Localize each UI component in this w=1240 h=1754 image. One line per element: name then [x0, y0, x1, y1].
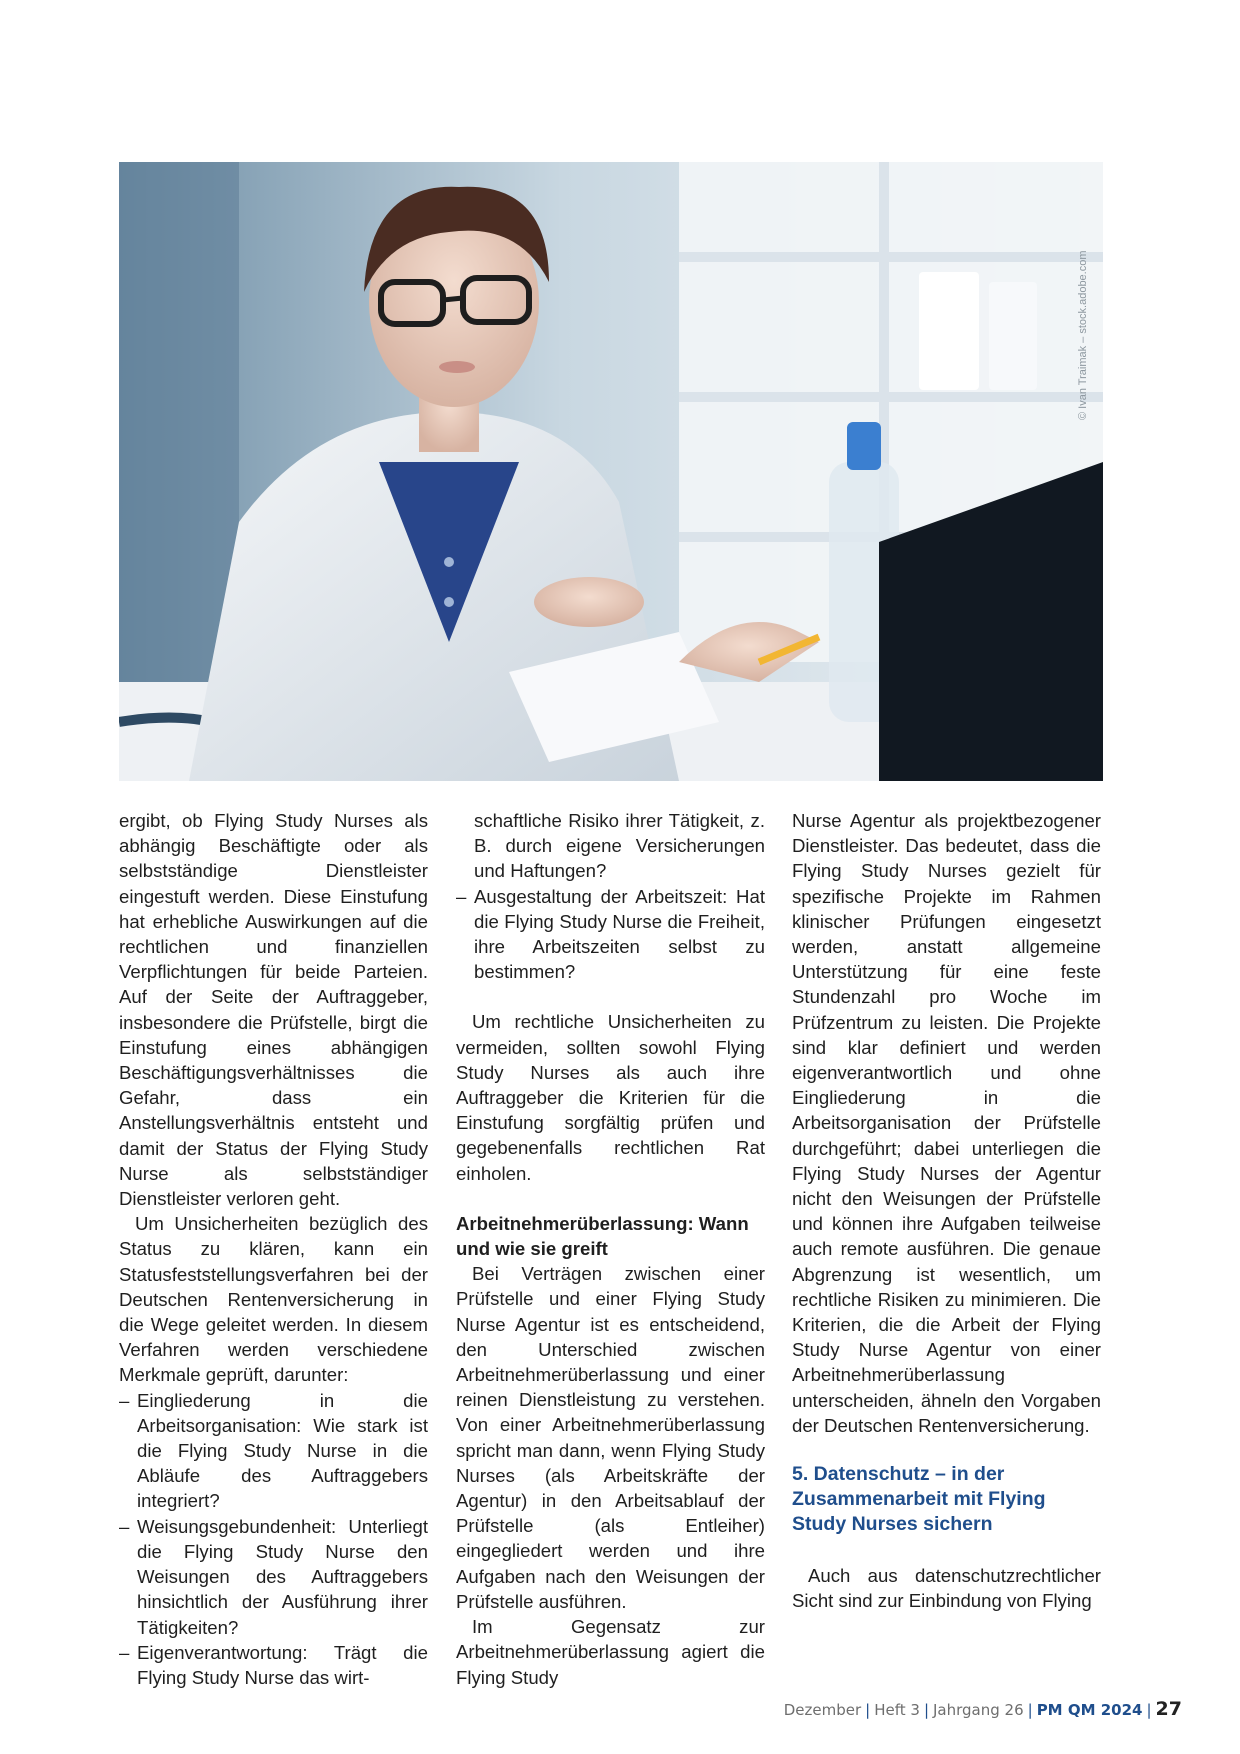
section-heading: 5. Datenschutz – in der Zusammenarbeit mit Flying Study Nurses sichern: [792, 1463, 1046, 1536]
paragraph: Um rechtliche Unsicherheiten zu vermeiden, sollten sowohl Flying Study Nurses als auch ihre Auftraggeber die Kriterien für die Einstufung sorgfältig prüfen und gegebenenfalls rechtlichen Rat einholen.: [456, 1011, 765, 1184]
paragraph: Bei Verträgen zwischen einer Prüfstelle und einer Flying Study Nurse Agentur ist es entscheidend, den Unterschied zwischen Arbeitnehmerüberlassung und einer reinen Dienstleistung zu verstehen. Von einer Arbeitnehmerüberlassung spricht man dann, wenn Flying Study Nurses (als Arbeitskräfte der Agentur) in den Arbeitsablauf der Prüfstelle (als Entleiher) eingegliedert werden und ihre Aufgaben nach den Weisungen der Prüfstelle ausführen.: [456, 1263, 765, 1612]
paragraph: Im Gegensatz zur Arbeitnehmerüberlassung agiert die Flying Study: [456, 1616, 765, 1688]
article-photo: [119, 162, 1103, 781]
paragraph: ergibt, ob Flying Study Nurses als abhängig Beschäftigte oder als selbstständige Dienstleister eingestuft werden. Diese Einstufung hat erhebliche Auswirkungen auf die rechtlichen und finanziellen Verpflichtungen für beide Parteien. Auf der Seite der Auftraggeber, insbesondere die Prüfstelle, birgt die Einstufung eines abhängigen Beschäftigungsverhältnisses die Gefahr, dass ein Anstellungsverhältnis entsteht und damit der Status der Flying Study Nurse als selbstständiger Dienstleister verloren geht.: [119, 810, 428, 1210]
list-item: – Weisungsgebundenheit: Unterliegt die Flying Study Nurse den Weisungen des Auftraggebers hinsichtlich der Ausführung ihrer Tätigkeiten?: [119, 1514, 428, 1640]
photo-credit: © Ivan Traimak – stock.adobe.com: [1077, 250, 1089, 420]
footer-month: Dezember: [783, 1701, 862, 1719]
list-item: – Eingliederung in die Arbeitsorganisation: Wie stark ist die Flying Study Nurse in die Abläufe des Auftraggebers integriert?: [119, 1388, 428, 1514]
footer-issue: Heft 3: [874, 1701, 920, 1719]
text-column-3: [792, 808, 1101, 1613]
text-column-1: [119, 808, 428, 1690]
page-number: 27: [1155, 1698, 1182, 1720]
list-item: – Ausgestaltung der Arbeitszeit: Hat die Flying Study Nurse die Freiheit, ihre Arbeitszeiten selbst zu bestimmen?: [456, 884, 765, 985]
footer-volume: Jahrgang 26: [933, 1701, 1024, 1719]
list-item: – Eigenverantwortung: Trägt die Flying Study Nurse das wirt-: [119, 1640, 428, 1690]
text-column-2: [456, 808, 765, 1690]
list-item-continuation: schaftliche Risiko ihrer Tätigkeit, z. B. durch eigene Versicherungen und Haftungen?: [474, 810, 765, 882]
section-subheading: Arbeitnehmerüberlassung: Wann und wie sie greift: [456, 1212, 749, 1260]
paragraph: Auch aus datenschutzrechtlicher Sicht sind zur Einbindung von Flying: [792, 1565, 1101, 1612]
paragraph: Nurse Agentur als projektbezogener Dienstleister. Das bedeutet, dass die Flying Study Nurses gezielt für spezifische Projekte im Rahmen klinischer Prüfungen eingesetzt werden, anstatt allgemeine Unterstützung für eine feste Stundenzahl pro Woche im Prüfzentrum zu leisten. Die Projekte sind klar definiert und werden eigenverantwortlich und ohne Eingliederung in die Arbeitsorganisation der Prüfstelle durchgeführt; dabei unterliegen die Flying Study Nurses der Agentur nicht den Weisungen der Prüfstelle und können ihre Aufgaben teilweise auch remote ausführen. Die genaue Abgrenzung ist wesentlich, um rechtliche Risiken zu minimieren. Die Kriterien, die die Arbeit der Flying Study Nurse Agentur von einer Arbeitnehmerüberlassung unterscheiden, ähneln den Vorgaben der Deutschen Rentenversicherung.: [792, 810, 1101, 1436]
photo-illustration: [119, 162, 1103, 781]
footer-publication: PM QM 2024: [1036, 1701, 1143, 1719]
page-footer: Dezember | Heft 3 | Jahrgang 26 | PM QM 2024 | 27: [783, 1698, 1182, 1720]
paragraph: Um Unsicherheiten bezüglich des Status zu klären, kann ein Statusfeststellungsverfahren bei der Deutschen Rentenversicherung in die Wege geleitet werden. In diesem Verfahren werden verschiedene Merkmale geprüft, darunter:: [119, 1213, 428, 1386]
